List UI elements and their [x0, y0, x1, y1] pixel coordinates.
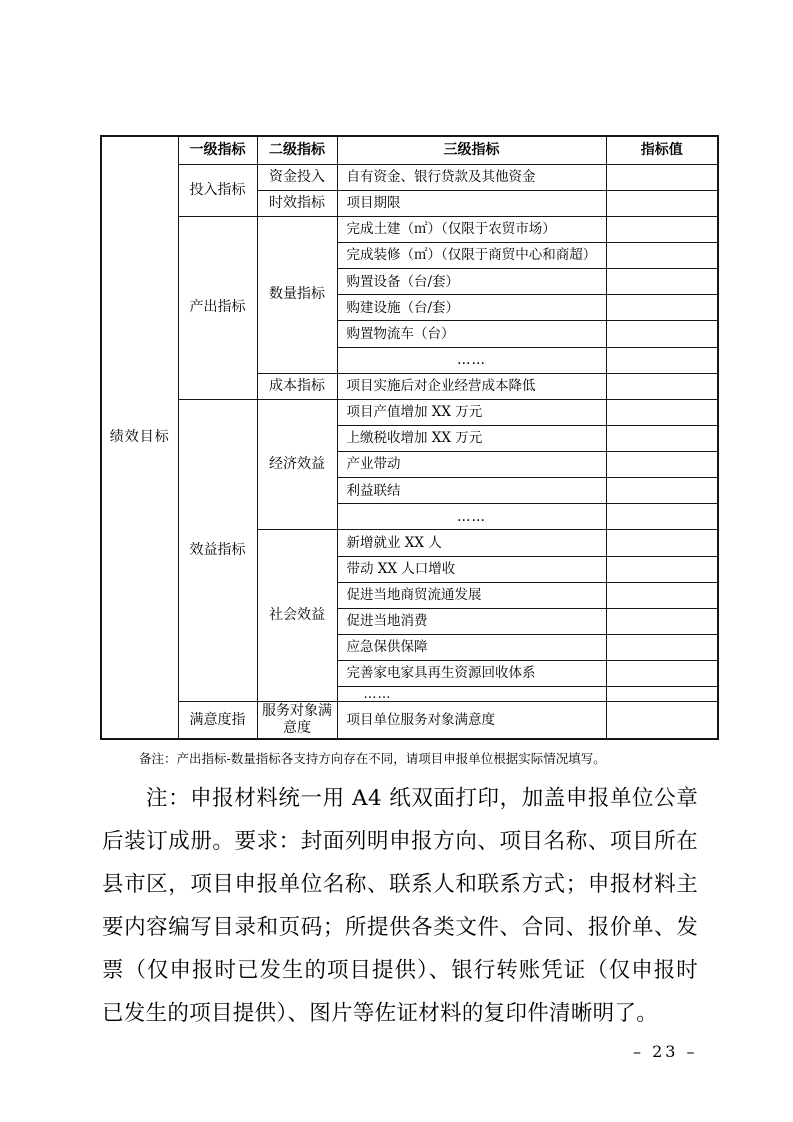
table-header-row: [101, 136, 718, 164]
level1-cell-satisfaction: 满意度指: [178, 702, 257, 739]
level1-cell-output: 产出指标: [178, 216, 257, 399]
indicator-value-cell: [606, 504, 718, 530]
indicator-value-cell: [606, 347, 718, 373]
level3-cell: 自有资金、银行贷款及其他资金: [337, 164, 606, 190]
level1-cell-benefit: 效益指标: [178, 399, 257, 701]
indicator-value-cell: [606, 164, 718, 190]
level2-cell-cost: 成本指标: [257, 373, 337, 399]
indicator-value-cell: [606, 478, 718, 504]
level3-cell: 完成装修（㎡）（仅限于商贸中心和商超）: [337, 243, 606, 269]
column-header-value: 指标值: [606, 136, 718, 164]
table-footnote: 备注：产出指标-数量指标各支持方向存在不同，请项目申报单位根据实际情况填写。: [139, 751, 606, 766]
level3-cell: 应急保供保障: [337, 634, 606, 660]
page-number: – 23 –: [633, 1042, 698, 1061]
indicator-value-cell: [606, 661, 718, 687]
level3-cell: 促进当地消费: [337, 608, 606, 634]
indicator-value-cell: [606, 190, 718, 216]
level2-cell-social: 社会效益: [257, 530, 337, 702]
level3-cell: 利益联结: [337, 478, 606, 504]
column-header-level2: 二级指标: [257, 136, 337, 164]
level3-cell: 上缴税收增加 XX 万元: [337, 425, 606, 451]
level3-cell: 带动 XX 人口增收: [337, 556, 606, 582]
level2-cell-service: 服务对象满意度: [257, 702, 337, 739]
indicator-value-cell: [606, 582, 718, 608]
indicator-value-cell: [606, 556, 718, 582]
indicator-value-cell: [606, 216, 718, 242]
table-row: [101, 399, 718, 425]
indicator-value-cell: [606, 295, 718, 321]
level3-cell: 项目期限: [337, 190, 606, 216]
level3-cell-ellipsis: ……: [337, 347, 606, 373]
level3-cell: 新增就业 XX 人: [337, 530, 606, 556]
indicator-value-cell: [606, 399, 718, 425]
level3-cell: 完成土建（㎡）（仅限于农贸市场）: [337, 216, 606, 242]
indicator-value-cell: [606, 634, 718, 660]
indicator-value-cell: [606, 608, 718, 634]
performance-goal-table: [100, 135, 719, 740]
level3-cell: 项目单位服务对象满意度: [337, 702, 606, 739]
table-row: [101, 216, 718, 242]
table-row: [101, 702, 718, 739]
indicator-value-cell: [606, 243, 718, 269]
indicator-value-cell: [606, 425, 718, 451]
level2-cell-fund: 资金投入: [257, 164, 337, 190]
level3-cell: 购置物流车（台）: [337, 321, 606, 347]
level3-cell: 项目实施后对企业经营成本降低: [337, 373, 606, 399]
level2-cell-economic: 经济效益: [257, 399, 337, 530]
column-header-level3: 三级指标: [337, 136, 606, 164]
level3-cell: 促进当地商贸流通发展: [337, 582, 606, 608]
indicator-value-cell: [606, 321, 718, 347]
level3-cell-ellipsis: ……: [337, 504, 606, 530]
level3-cell: 产业带动: [337, 452, 606, 478]
level3-cell-ellipsis: ……: [337, 687, 606, 702]
table-row: [101, 164, 718, 190]
level2-cell-time: 时效指标: [257, 190, 337, 216]
indicator-value-cell: [606, 702, 718, 739]
performance-goal-cell: 绩效目标: [101, 136, 178, 739]
indicator-value-cell: [606, 269, 718, 295]
level1-cell-input: 投入指标: [178, 164, 257, 216]
indicator-value-cell: [606, 373, 718, 399]
indicator-value-cell: [606, 530, 718, 556]
level3-cell: 购建设施（台/套）: [337, 295, 606, 321]
level3-cell: 购置设备（台/套）: [337, 269, 606, 295]
level3-cell: 项目产值增加 XX 万元: [337, 399, 606, 425]
indicator-value-cell: [606, 687, 718, 702]
level2-cell-quantity: 数量指标: [257, 216, 337, 373]
indicator-value-cell: [606, 452, 718, 478]
column-header-level1: 一级指标: [178, 136, 257, 164]
note-paragraph: 注：申报材料统一用 A4 纸双面打印，加盖申报单位公章后装订成册。要求：封面列明申报方向、项目名称、项目所在县市区，项目申报单位名称、联系人和联系方式；申报材料主要内容编写目录和页码；所提供各类文件、合同、报价单、发票（仅申报时已发生的项目提供）、银行转账凭证（仅申报时已发生的项目提供）、图片等佐证材料的复印件清晰明了。: [102, 786, 698, 1026]
level3-cell: 完善家电家具再生资源回收体系: [337, 661, 606, 687]
